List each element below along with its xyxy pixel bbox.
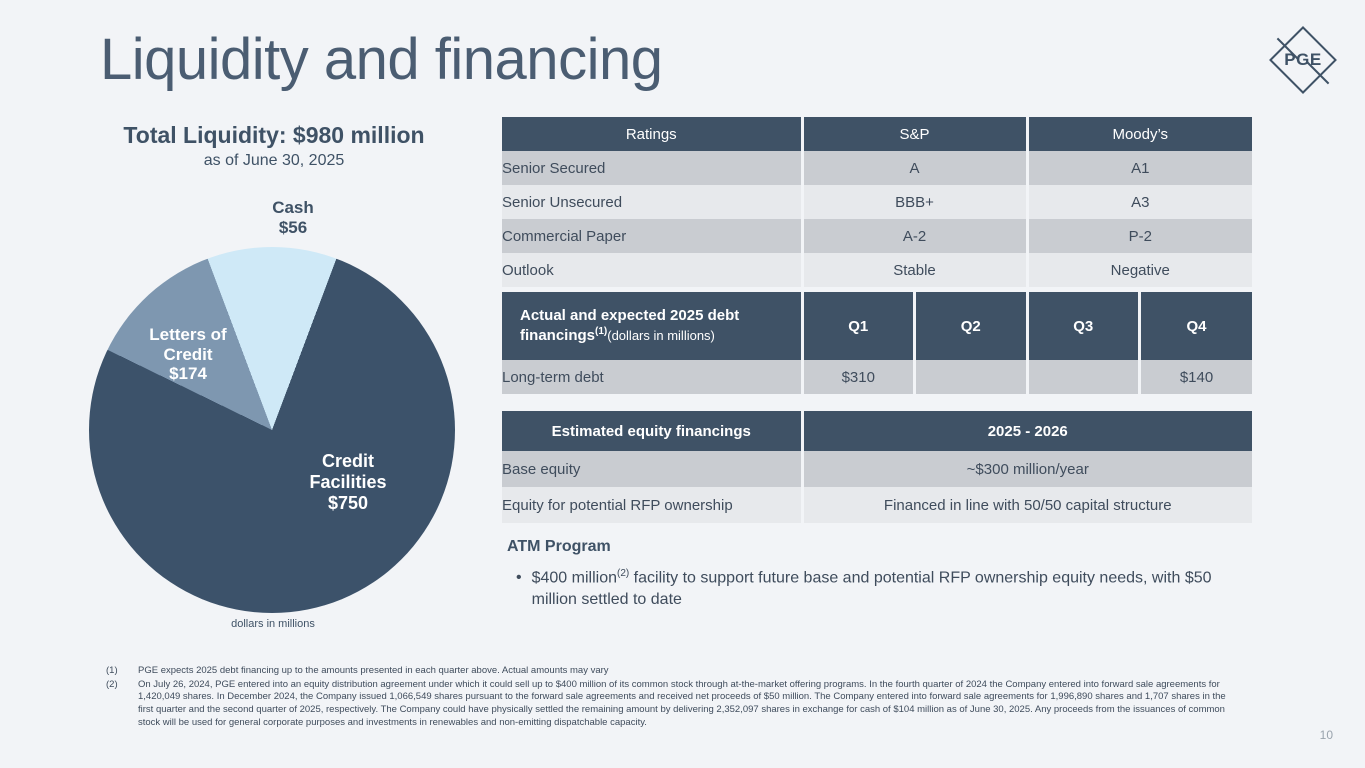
pie-slices — [89, 247, 455, 613]
debt-header-footnote-marker: (1) — [595, 325, 608, 337]
pie-label-cash-value: $56 — [278, 217, 308, 237]
table-row — [502, 185, 1252, 219]
pie-label-cash-name: Cash — [272, 198, 314, 217]
table-row — [502, 451, 1252, 487]
ratings-row-2-label: Commercial Paper — [502, 219, 802, 253]
pie-label-credit-facilities — [278, 451, 418, 514]
pie-label-loc-name-1: Letters of — [149, 325, 227, 344]
ratings-row-0-sp: A — [802, 151, 1027, 185]
debt-header-label — [502, 292, 802, 360]
debt-header-q2: Q2 — [915, 292, 1028, 360]
pie-label-letters-of-credit — [123, 325, 253, 384]
page-title: Liquidity and financing — [100, 27, 663, 92]
table-row — [502, 151, 1252, 185]
bullet-icon: • — [516, 569, 522, 586]
logo-label: PGE — [1284, 50, 1322, 69]
equity-row-0-label: Base equity — [502, 451, 802, 487]
footnote-item — [106, 665, 1226, 678]
pie-label-cf-name-1: Credit — [321, 451, 374, 471]
pie-label-cf-name-2: Facilities — [309, 471, 387, 492]
debt-header-q3: Q3 — [1027, 292, 1140, 360]
footnote-2-text: On July 26, 2024, PGE entered into an equity distribution agreement under which it could sell up to $400 million of its common stock through at-the-market offering programs. In the fourth quarter of 2024 the Company entered into forward sale agreements for 1,420,049 shares. In December 2024, the Company issued 1,066,549 shares pursuant to the forward sale agreements and received net proceeds of $50 million. The Company entered into forward sale agreements for 1,996,890 shares and 1,707 shares in the first quarter and the second quarter of 2025, respectively. The Company could have physically settled the remaining amount by delivering 2,352,097 shares in exchange for cash of $104 million as of June 30, 2025. Any proceeds from the issuances of common stock will be used for general corporate purposes and investments in renewables and non-emitting dispatchable capacity. — [138, 678, 1226, 728]
debt-row-q4: $140 — [1140, 360, 1253, 394]
ratings-row-2-sp: A-2 — [802, 219, 1027, 253]
table-header-row — [502, 411, 1252, 451]
ratings-row-1-sp: BBB+ — [802, 185, 1027, 219]
table-row — [502, 487, 1252, 523]
debt-row-q3 — [1027, 360, 1140, 394]
atm-program-bullet — [516, 567, 1236, 611]
debt-row-q2 — [915, 360, 1028, 394]
pie-label-cash — [233, 198, 353, 237]
table-header-row — [502, 292, 1252, 360]
pie-label-loc-value: $174 — [169, 364, 207, 384]
ratings-header-sp: S&P — [802, 117, 1027, 151]
equity-header-label: Estimated equity financings — [502, 411, 802, 451]
pie-label-loc-name-2: Credit — [163, 344, 213, 364]
equity-financings-table — [502, 411, 1252, 523]
footnote-2-number: (2) — [106, 678, 118, 690]
ratings-row-2-moodys: P-2 — [1027, 219, 1252, 253]
atm-bullet-footnote-marker: (2) — [617, 568, 630, 579]
debt-header-q1: Q1 — [802, 292, 915, 360]
liquidity-subheading: as of June 30, 2025 — [203, 152, 345, 169]
pge-logo — [1269, 26, 1337, 94]
ratings-table — [502, 117, 1252, 287]
footnote-1-text: PGE expects 2025 debt financing up to the amounts presented in each quarter above. Actual amounts may vary — [138, 665, 609, 676]
pie-label-cf-value: $750 — [327, 492, 369, 513]
table-row — [502, 253, 1252, 287]
liquidity-pie-chart — [88, 198, 468, 638]
ratings-row-0-moodys: A1 — [1027, 151, 1252, 185]
liquidity-heading: Total Liquidity: $980 million — [123, 122, 425, 148]
page-number: 10 — [1319, 728, 1333, 742]
footnote-1-number: (1) — [106, 665, 118, 676]
debt-row-q1: $310 — [802, 360, 915, 394]
table-row — [502, 360, 1252, 394]
footnote-item — [106, 679, 1226, 730]
atm-bullet-rest: facility to support future base and potential RFP ownership equity needs, with $50 million settled to date — [531, 569, 1212, 609]
debt-financings-table — [502, 292, 1252, 394]
debt-header-line2: financings — [520, 326, 596, 344]
ratings-row-3-sp: Stable — [802, 253, 1027, 287]
ratings-row-0-label: Senior Secured — [502, 151, 802, 185]
atm-bullet-amount: $400 million — [531, 569, 617, 587]
atm-program-title: ATM Program — [507, 538, 611, 555]
table-row — [502, 219, 1252, 253]
equity-row-1-value: Financed in line with 50/50 capital structure — [802, 487, 1252, 523]
ratings-row-1-moodys: A3 — [1027, 185, 1252, 219]
pie-units-note: dollars in millions — [231, 618, 315, 630]
debt-header-q4: Q4 — [1140, 292, 1253, 360]
ratings-header-moodys: Moody’s — [1027, 117, 1252, 151]
equity-row-0-value: ~$300 million/year — [802, 451, 1252, 487]
ratings-row-3-moodys: Negative — [1027, 253, 1252, 287]
footnotes — [106, 665, 1226, 730]
ratings-header-ratings: Ratings — [502, 117, 802, 151]
atm-bullet-text — [532, 567, 1236, 611]
ratings-row-3-label: Outlook — [502, 253, 802, 287]
equity-row-1-label: Equity for potential RFP ownership — [502, 487, 802, 523]
debt-row-label: Long-term debt — [502, 360, 802, 394]
ratings-row-1-label: Senior Unsecured — [502, 185, 802, 219]
table-header-row — [502, 117, 1252, 151]
debt-header-line1: Actual and expected 2025 debt — [520, 306, 740, 324]
debt-header-units: (dollars in millions) — [607, 327, 715, 343]
equity-header-period: 2025 - 2026 — [802, 411, 1252, 451]
